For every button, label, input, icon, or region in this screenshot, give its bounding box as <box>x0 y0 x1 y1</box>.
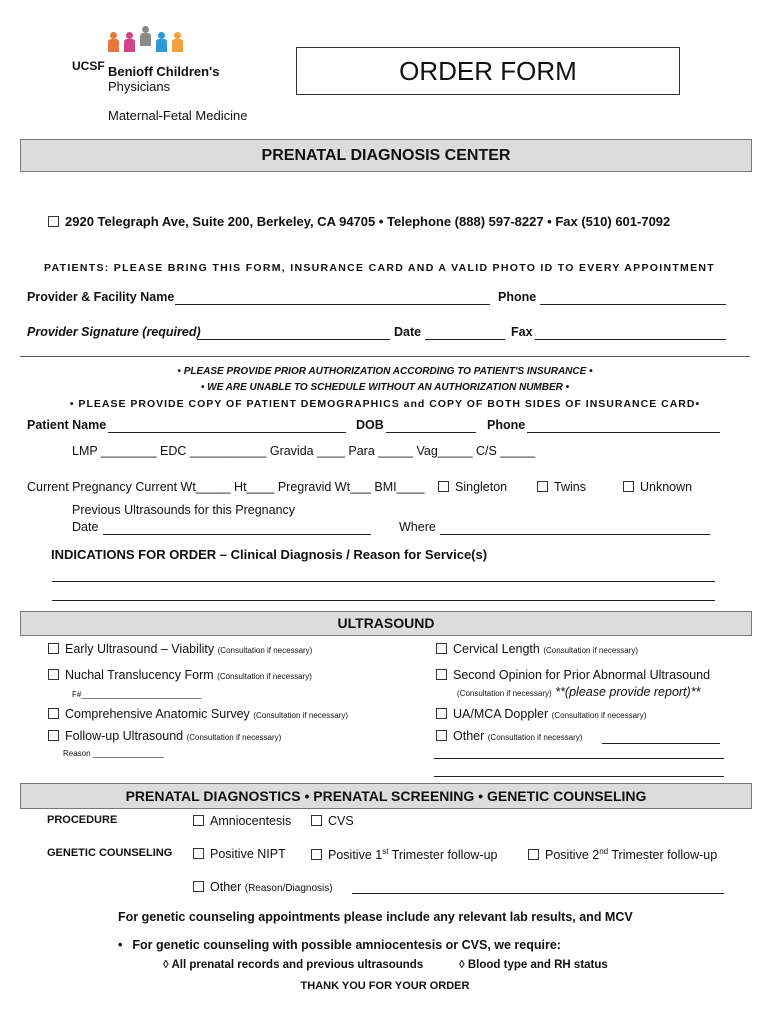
ultrasound-title-bar: ULTRASOUND <box>20 611 752 636</box>
patient-name-label: Patient Name <box>27 418 107 432</box>
consult-note: (Consultation if necessary) <box>457 689 552 698</box>
positive-1st-checkbox[interactable] <box>311 849 322 860</box>
unknown-label: Unknown <box>640 480 693 494</box>
prev-us-label: Previous Ultrasounds for this Pregnancy <box>72 503 296 517</box>
gc-require-text: For genetic counseling with possible amniocentesis or CVS, we require: <box>132 938 561 952</box>
thanks: THANK YOU FOR YOUR ORDER <box>300 980 470 992</box>
positive-2nd-option[interactable] <box>528 847 717 862</box>
provider-date-label: Date <box>394 325 422 339</box>
second-opinion-option[interactable] <box>436 668 710 682</box>
nuchal-label: Nuchal Translucency Form <box>65 668 214 682</box>
logo-figure <box>140 26 151 46</box>
cvs-option[interactable] <box>311 814 354 828</box>
consult-note: (Consultation if necessary) <box>217 672 312 681</box>
positive-2nd-label <box>545 848 717 862</box>
separator <box>20 356 750 357</box>
patients-notice: PATIENTS: PLEASE BRING THIS FORM, INSURANCE CARD AND A VALID PHOTO ID TO EVERY APPOINTMENT <box>44 262 716 274</box>
provider-signature-label: Provider Signature (required) <box>27 325 201 339</box>
patient-name-field[interactable] <box>108 432 346 433</box>
other-diag-checkbox[interactable] <box>193 881 204 892</box>
unknown-option[interactable] <box>623 480 692 494</box>
singleton-label: Singleton <box>455 480 508 494</box>
note-line2: • WE ARE UNABLE TO SCHEDULE WITHOUT AN AUTHORIZATION NUMBER • <box>200 382 570 393</box>
other-diag-option[interactable] <box>193 880 333 894</box>
twins-option[interactable] <box>537 480 586 494</box>
second-opinion-note <box>457 685 700 699</box>
f-number-field[interactable]: F#___________________________ <box>72 690 202 699</box>
followup-option[interactable] <box>48 729 281 743</box>
other-us-checkbox[interactable] <box>436 730 447 741</box>
consult-note: (Consultation if necessary) <box>253 711 349 720</box>
consult-note: (Consultation if necessary) <box>543 646 639 655</box>
singleton-option[interactable] <box>438 480 507 494</box>
uamca-checkbox[interactable] <box>436 708 447 719</box>
positive-2nd-sup: nd <box>599 847 609 856</box>
nuchal-option[interactable] <box>48 668 312 682</box>
positive-2nd-a: Positive 2 <box>545 848 600 863</box>
logo <box>72 26 272 126</box>
positive-2nd-b: Trimester follow-up <box>608 848 718 863</box>
logo-line2: Physicians <box>108 79 171 94</box>
provider-signature-field[interactable] <box>197 339 390 340</box>
consult-note: (Consultation if necessary) <box>487 733 583 742</box>
followup-checkbox[interactable] <box>48 730 59 741</box>
provider-date-field[interactable] <box>425 339 505 340</box>
please-report: **(please provide report)** <box>555 685 701 699</box>
genetic-label: GENETIC COUNSELING <box>47 847 173 859</box>
second-opinion-checkbox[interactable] <box>436 669 447 680</box>
indications-label: INDICATIONS FOR ORDER – Clinical Diagnosis / Reason for Service(s) <box>51 547 488 562</box>
patient-dob-label: DOB <box>356 418 384 432</box>
positive-1st-sup: st <box>382 847 389 856</box>
unknown-checkbox[interactable] <box>623 481 634 492</box>
cvs-label: CVS <box>328 814 354 828</box>
note-line1: • PLEASE PROVIDE PRIOR AUTHORIZATION ACCORDING TO PATIENT'S INSURANCE • <box>177 366 593 377</box>
early-us-option[interactable] <box>48 642 312 656</box>
positive-nipt-checkbox[interactable] <box>193 848 204 859</box>
cvs-checkbox[interactable] <box>311 815 322 826</box>
prev-date-label: Date <box>72 520 99 534</box>
logo-figures <box>108 26 208 54</box>
gc-note: For genetic counseling appointments please include any relevant lab results, and MCV <box>118 910 633 924</box>
logo-figure <box>108 32 119 52</box>
indications-field-1[interactable] <box>52 581 715 582</box>
logo-ucsf: UCSF <box>72 59 105 73</box>
reason-field[interactable]: Reason ________________ <box>63 749 164 758</box>
positive-2nd-checkbox[interactable] <box>528 849 539 860</box>
singleton-checkbox[interactable] <box>438 481 449 492</box>
prev-where-field[interactable] <box>440 534 710 535</box>
patient-phone-label: Phone <box>487 418 526 432</box>
other-us-field-2[interactable] <box>434 776 724 777</box>
logo-figure <box>172 32 183 52</box>
consult-note: (Consultation if necessary) <box>217 646 313 655</box>
positive-1st-a: Positive 1 <box>328 848 383 863</box>
note-line3: • PLEASE PROVIDE COPY OF PATIENT DEMOGRAPHICS and COPY OF BOTH SIDES OF INSURANCE CARD• <box>69 398 701 410</box>
req-blood: ◊ Blood type and RH status <box>459 959 608 971</box>
address-text: 2920 Telegraph Ave, Suite 200, Berkeley, CA 94705 • Telephone (888) 597-8227 • Fax (510) 601-7092 <box>65 214 671 229</box>
comprehensive-label: Comprehensive Anatomic Survey <box>65 707 250 721</box>
procedure-label: PROCEDURE <box>47 814 118 826</box>
other-diag-sub: (Reason/Diagnosis) <box>244 883 333 894</box>
consult-note: (Consultation if necessary) <box>186 733 282 742</box>
provider-fax-label: Fax <box>511 325 533 339</box>
early-us-checkbox[interactable] <box>48 643 59 654</box>
uamca-label: UA/MCA Doppler <box>453 707 549 721</box>
amnio-label: Amniocentesis <box>210 814 292 828</box>
second-opinion-label: Second Opinion for Prior Abnormal Ultrasound <box>453 668 711 682</box>
gc-require <box>118 938 561 952</box>
positive-1st-option[interactable] <box>311 847 498 862</box>
pregnancy-line: Current Pregnancy Current Wt_____ Ht____ Pregravid Wt___ BMI____ <box>27 480 425 494</box>
address-line <box>48 214 670 229</box>
other-diag-label: Other <box>210 880 242 894</box>
amnio-option[interactable] <box>193 814 291 828</box>
positive-nipt-label: Positive NIPT <box>210 847 286 861</box>
bullet-icon: • <box>118 938 123 952</box>
diagnostics-title-bar: PRENATAL DIAGNOSTICS • PRENATAL SCREENING • GENETIC COUNSELING <box>20 783 752 809</box>
cervical-option[interactable] <box>436 642 638 656</box>
provider-phone-label: Phone <box>498 290 537 304</box>
patient-dob-field[interactable] <box>386 432 476 433</box>
positive-1st-label <box>328 848 498 862</box>
twins-label: Twins <box>554 480 586 494</box>
req-records: ◊ All prenatal records and previous ultrasounds <box>163 959 424 971</box>
provider-facility-field[interactable] <box>175 304 490 305</box>
lmp-line: LMP ________ EDC ___________ Gravida ____ Para _____ Vag_____ C/S _____ <box>72 444 536 458</box>
center-title-bar: PRENATAL DIAGNOSIS CENTER <box>20 139 752 172</box>
positive-nipt-option[interactable] <box>193 847 286 861</box>
provider-facility-label: Provider & Facility Name <box>27 290 175 304</box>
early-us-label: Early Ultrasound – Viability <box>65 642 215 656</box>
order-form-title: ORDER FORM <box>296 47 680 95</box>
twins-checkbox[interactable] <box>537 481 548 492</box>
followup-label: Follow-up Ultrasound <box>65 729 184 743</box>
logo-dept: Maternal-Fetal Medicine <box>108 108 248 123</box>
consult-note: (Consultation if necessary) <box>551 711 647 720</box>
provider-fax-field[interactable] <box>535 339 726 340</box>
other-us-field-0[interactable] <box>602 743 720 744</box>
cervical-checkbox[interactable] <box>436 643 447 654</box>
prev-where-label: Where <box>399 520 436 534</box>
address-checkbox[interactable] <box>48 216 59 227</box>
other-us-label: Other <box>453 729 485 743</box>
uamca-option[interactable] <box>436 707 646 721</box>
logo-line1: Benioff Children's <box>108 64 220 79</box>
other-diag-field[interactable] <box>352 893 724 894</box>
comprehensive-option[interactable] <box>48 707 348 721</box>
provider-phone-field[interactable] <box>540 304 726 305</box>
logo-figure <box>124 32 135 52</box>
prev-date-field[interactable] <box>103 534 371 535</box>
patient-phone-field[interactable] <box>527 432 720 433</box>
logo-figure <box>156 32 167 52</box>
cervical-label: Cervical Length <box>453 642 540 656</box>
positive-1st-b: Trimester follow-up <box>388 848 498 863</box>
other-us-option[interactable] <box>436 729 582 743</box>
other-us-field-1[interactable] <box>434 758 724 759</box>
nuchal-checkbox[interactable] <box>48 669 59 680</box>
amnio-checkbox[interactable] <box>193 815 204 826</box>
indications-field-2[interactable] <box>52 600 715 601</box>
comprehensive-checkbox[interactable] <box>48 708 59 719</box>
